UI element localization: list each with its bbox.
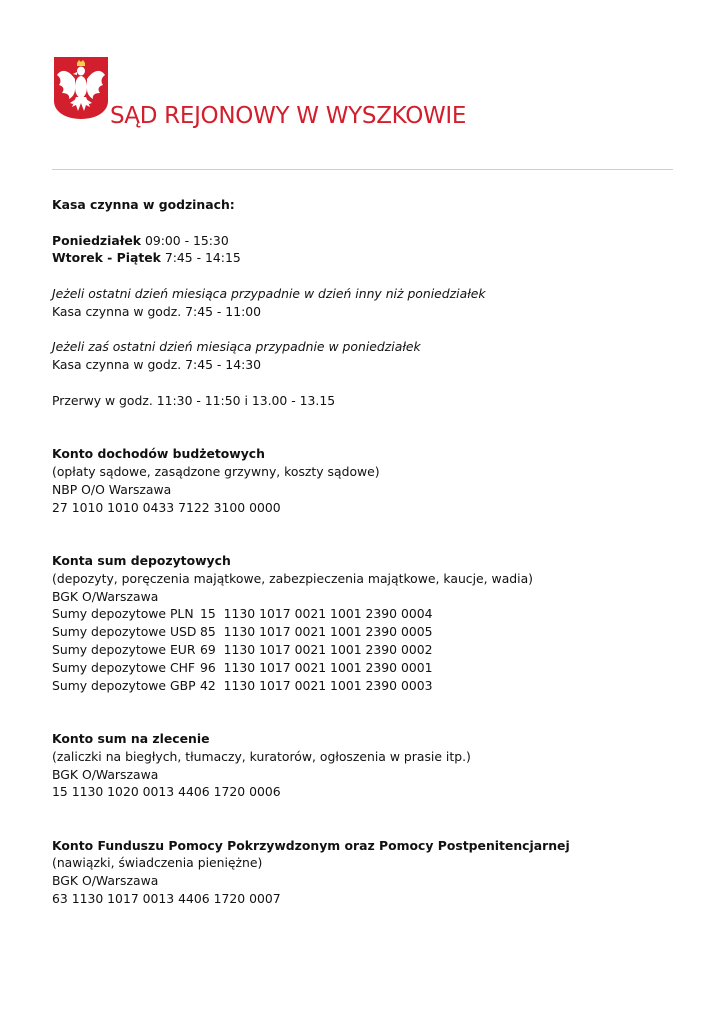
deposit-row-eur: Sumy depozytowe EUR 69 1130 1017 0021 1001 2390 0002 bbox=[52, 641, 433, 657]
order-account-description: (zaliczki na biegłych, tłumaczy, kuratorów, ogłoszenia w prasie itp.) bbox=[52, 748, 471, 764]
note2-condition: Jeżeli zaś ostatni dzień miesiąca przypadnie w poniedziałek bbox=[52, 339, 421, 355]
tue-fri-hours-line: Wtorek - Piątek 7:45 - 14:15 bbox=[52, 250, 241, 266]
deposit-row-gbp: Sumy depozytowe GBP 42 1130 1017 0021 1001 2390 0003 bbox=[52, 677, 433, 693]
cash-desk-heading: Kasa czynna w godzinach: bbox=[52, 197, 235, 212]
document-body bbox=[52, 196, 682, 908]
budget-account-bank: NBP O/O Warszawa bbox=[52, 481, 172, 497]
deposit-label: Sumy depozytowe CHF bbox=[52, 659, 196, 675]
header-divider bbox=[52, 169, 673, 170]
deposit-accounts-heading: Konta sum depozytowych bbox=[52, 552, 231, 568]
deposit-label: Sumy depozytowe PLN bbox=[52, 606, 194, 622]
polish-white-eagle-emblem-icon bbox=[52, 55, 110, 121]
note1-condition: Jeżeli ostatni dzień miesiąca przypadnie w dzień inny niż poniedziałek bbox=[52, 285, 486, 301]
deposit-row-chf: Sumy depozytowe CHF 96 1130 1017 0021 1001 2390 0001 bbox=[52, 659, 433, 675]
order-account-bank: BGK O/Warszawa bbox=[52, 766, 159, 782]
budget-account-number: 27 1010 1010 0433 7122 3100 0000 bbox=[52, 499, 281, 515]
deposit-accounts-bank: BGK O/Warszawa bbox=[52, 588, 159, 604]
deposit-accounts-description: (depozyty, poręczenia majątkowe, zabezpieczenia majątkowe, kaucje, wadia) bbox=[52, 570, 534, 586]
order-account-heading: Konto sum na zlecenie bbox=[52, 730, 210, 746]
breaks-line: Przerwy w godz. 11:30 - 11:50 i 13.00 - 13.15 bbox=[52, 392, 336, 408]
victims-fund-number: 63 1130 1017 0013 4406 1720 0007 bbox=[52, 891, 281, 907]
victims-fund-description: (nawiązki, świadczenia pieniężne) bbox=[52, 855, 263, 871]
deposit-label: Sumy depozytowe EUR bbox=[52, 641, 196, 657]
budget-account-heading: Konto dochodów budżetowych bbox=[52, 446, 265, 462]
deposit-label: Sumy depozytowe GBP bbox=[52, 677, 196, 693]
deposit-label: Sumy depozytowe USD bbox=[52, 624, 197, 640]
order-account-number: 15 1130 1020 0013 4406 1720 0006 bbox=[52, 784, 281, 800]
court-name-heading: SĄD REJONOWY W WYSZKOWIE bbox=[110, 103, 467, 129]
note2-hours: Kasa czynna w godz. 7:45 - 14:30 bbox=[52, 357, 262, 373]
note1-hours: Kasa czynna w godz. 7:45 - 11:00 bbox=[52, 303, 262, 319]
victims-fund-bank: BGK O/Warszawa bbox=[52, 873, 159, 889]
victims-fund-heading: Konto Funduszu Pomocy Pokrzywdzonym oraz Pomocy Postpenitencjarnej bbox=[52, 837, 570, 853]
monday-hours-line: Poniedziałek 09:00 - 15:30 bbox=[52, 232, 229, 248]
deposit-row-usd: Sumy depozytowe USD 85 1130 1017 0021 1001 2390 0005 bbox=[52, 624, 433, 640]
deposit-row-pln: Sumy depozytowe PLN 15 1130 1017 0021 1001 2390 0004 bbox=[52, 606, 433, 622]
budget-account-description: (opłaty sądowe, zasądzone grzywny, koszty sądowe) bbox=[52, 463, 380, 479]
